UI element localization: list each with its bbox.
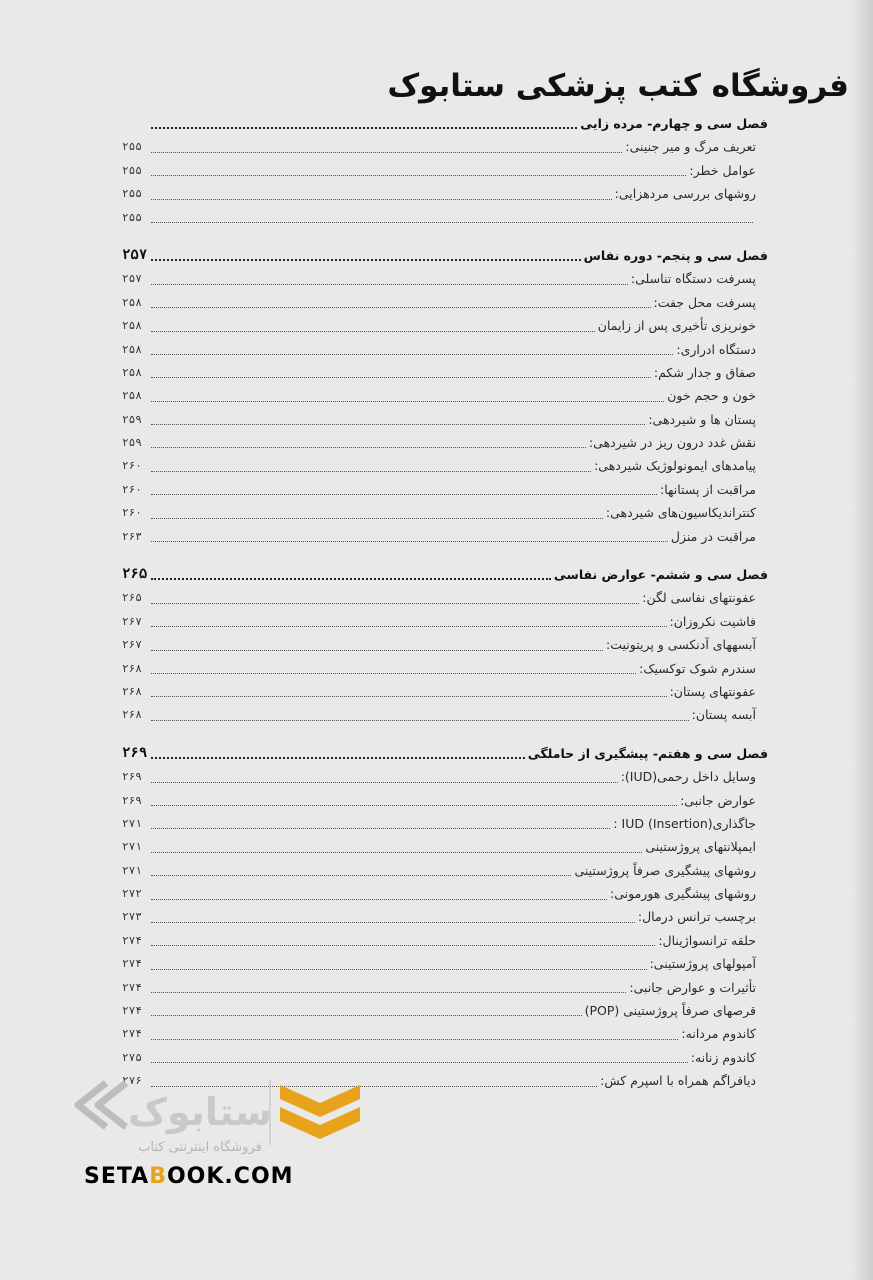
toc-entry-label: صفاق و جدار شکم: [653, 364, 756, 380]
toc-entry-page-number: ۲۷۴ [122, 957, 142, 971]
dot-leader [151, 827, 610, 829]
toc-entry-page-number: ۲۶۸ [122, 661, 142, 675]
dot-leader [151, 493, 657, 495]
dot-leader [151, 921, 635, 923]
toc-entry [122, 1046, 768, 1069]
toc-entry [122, 610, 768, 633]
toc-entry-page-number: ۲۷۴ [122, 1027, 142, 1041]
toc-entry-page-number: ۲۶۵ [122, 591, 142, 605]
toc-entry-label: خون و حجم خون [667, 388, 756, 404]
dot-leader [151, 719, 689, 721]
double-chevron-icon [78, 1083, 126, 1127]
toc-entry [122, 586, 768, 609]
toc-entry-page-number: ۲۶۸ [122, 708, 142, 722]
dot-leader [151, 517, 603, 519]
toc-entry-page-number: ۲۵۹ [122, 412, 142, 426]
store-title: فروشگاه کتب پزشکی ستابوک [387, 68, 849, 104]
toc-entry [122, 657, 768, 680]
chapter-heading [122, 244, 768, 267]
toc-entry-page-number: ۲۶۰ [122, 459, 142, 473]
toc-entry [122, 882, 768, 905]
toc-entry [122, 478, 768, 501]
toc-entry-label: ایمپلانتهای پروژستینی [645, 839, 756, 855]
dot-leader [151, 1061, 688, 1063]
toc-entry-page-number: ۲۵۷ [122, 272, 142, 286]
dot-leader [151, 306, 651, 308]
toc-entry-label: پیامدهای ایمونولوژیک شیردهی: [594, 458, 756, 474]
toc-chapter [122, 244, 768, 548]
chapter-heading-page-number: ۲۶۹ [122, 744, 148, 761]
toc-entry-page-number: ۲۵۸ [122, 295, 142, 309]
toc-entry-label: کاندوم زنانه: [690, 1049, 756, 1065]
dot-leader [151, 672, 636, 674]
toc-entry-label: دیافراگم همراه با اسپرم کش: [600, 1073, 756, 1089]
toc-entry-label: تعریف مرگ و میر جنینی: [625, 139, 756, 155]
toc-entry [122, 525, 768, 548]
toc-entry-label: خونریزی تأخیری پس از زایمان [597, 318, 756, 334]
toc-entry [122, 501, 768, 524]
toc-entry-page-number: ۲۶۹ [122, 793, 142, 807]
toc-entry-page-number: ۲۵۵ [122, 163, 142, 177]
toc-entry-label: وسایل داخل رحمی(IUD): [620, 769, 756, 785]
chapter-gap [122, 548, 768, 563]
toc-entry-label: سندرم شوک توکسیک: [639, 660, 756, 676]
dot-leader [151, 221, 753, 223]
toc-entry [122, 361, 768, 384]
toc-entry-page-number: ۲۶۳ [122, 529, 142, 543]
toc-entry-label: فاشیت نکروزان: [669, 613, 756, 629]
chapter-heading [122, 742, 768, 765]
dot-leader [151, 649, 603, 651]
toc-entry [122, 906, 768, 929]
site-url [84, 1164, 294, 1189]
toc-entry-label: عفونتهای نفاسی لگن: [642, 590, 756, 606]
dot-leader [151, 602, 639, 604]
dot-leader [151, 174, 686, 176]
chapter-heading-label: فصل سی و ششم- عوارض نفاسی [553, 567, 768, 583]
toc-entry [122, 765, 768, 788]
toc-entry-label: کاندوم مردانه: [681, 1026, 756, 1042]
chapter-heading-label: فصل سی و چهارم- مرده زایی [580, 115, 768, 131]
toc-entry [122, 1022, 768, 1045]
chapter-heading-page-number: ۲۵۷ [122, 246, 148, 263]
dot-leader [151, 330, 595, 332]
page-edge-shadow [851, 0, 873, 1280]
toc-entry [122, 159, 768, 182]
dot-leader [151, 126, 577, 129]
dot-leader [151, 695, 667, 697]
dot-leader [151, 1038, 678, 1040]
toc-entry-label: کنتراندیکاسیون‌های شیردهی: [605, 505, 756, 521]
site-url-prefix: SETA [84, 1164, 150, 1189]
dot-leader [151, 804, 677, 806]
chapter-heading [122, 563, 768, 586]
toc-entry-page-number: ۲۵۵ [122, 187, 142, 201]
toc-entry-page-number: ۲۵۵ [122, 140, 142, 154]
chapter-heading [122, 112, 768, 135]
chapter-gap [122, 727, 768, 742]
toc-entry-label: مراقبت در منزل [670, 528, 756, 544]
site-url-accent: B [149, 1164, 167, 1189]
toc-entry-label: آمپولهای پروژستینی: [649, 956, 756, 972]
toc-entry-label: حلقه ترانسواژینال: [658, 932, 756, 948]
toc-entry-page-number: ۲۵۸ [122, 365, 142, 379]
toc-entry-label: روشهای بررسی مردهزایی: [614, 186, 756, 202]
toc-entry [122, 454, 768, 477]
toc-entry-page-number: ۲۶۷ [122, 638, 142, 652]
toc-entry-label: نقش غدد درون ریز در شیردهی: [588, 435, 756, 451]
dot-leader [151, 874, 571, 876]
toc-entry-page-number: ۲۷۳ [122, 910, 142, 924]
dot-leader [151, 577, 551, 580]
logo-tagline: فروشگاه اینترنتی کتاب [138, 1140, 262, 1155]
toc-entry-page-number: ۲۷۴ [122, 933, 142, 947]
toc-entry-label: عوارض جانبی: [680, 792, 756, 808]
chapter-heading-label: فصل سی و هفتم- پیشگیری از حاملگی [527, 745, 768, 761]
toc-entry-page-number: ۲۵۸ [122, 389, 142, 403]
toc-entry-label: دستگاه ادراری: [676, 341, 756, 357]
toc-chapter [122, 563, 768, 727]
toc-entry [122, 384, 768, 407]
toc-entry [122, 703, 768, 726]
toc-entry-page-number: ۲۶۰ [122, 506, 142, 520]
toc-entry-page-number: ۲۵۸ [122, 319, 142, 333]
dot-leader [151, 423, 645, 425]
toc-entry [122, 789, 768, 812]
toc-entry-page-number: ۲۶۹ [122, 770, 142, 784]
dot-leader [151, 283, 628, 285]
logo-mark-text: ستابوک [127, 1090, 273, 1134]
dot-leader [151, 151, 622, 153]
toc-entry [122, 976, 768, 999]
toc-entry-label: روشهای پیشگیری صرفاً پروژستینی [574, 862, 756, 878]
chapter-gap [122, 229, 768, 244]
toc-entry [122, 206, 768, 229]
toc-entry-page-number: ۲۶۷ [122, 614, 142, 628]
chapter-heading-page-number: ۲۶۵ [122, 566, 148, 583]
toc-entry-page-number: ۲۵۸ [122, 342, 142, 356]
toc-entry [122, 267, 768, 290]
toc-entry [122, 929, 768, 952]
toc-entry-label: آبسههای آدنکسی و پریتونیت: [606, 637, 756, 653]
dot-leader [151, 376, 651, 378]
toc-entry [122, 431, 768, 454]
toc-entry-page-number: ۲۷۶ [122, 1074, 142, 1088]
book-stack-logo-icon [280, 1085, 360, 1139]
toc-entry [122, 952, 768, 975]
dot-leader [151, 540, 668, 542]
toc-entry [122, 314, 768, 337]
toc-entry-page-number: ۲۷۲ [122, 887, 142, 901]
toc-entry-page-number: ۲۷۱ [122, 816, 142, 830]
dot-leader [151, 781, 618, 783]
toc-entry-page-number: ۲۶۰ [122, 482, 142, 496]
dot-leader [151, 944, 655, 946]
toc-entry-label: قرصهای صرفاً پروژستینی (POP) [584, 1003, 756, 1019]
toc-entry-label: پسرفت محل جفت: [653, 294, 756, 310]
toc-entry-page-number: ۲۷۴ [122, 980, 142, 994]
toc-entry-label: روشهای پیشگیری هورمونی: [610, 886, 756, 902]
dot-leader [151, 258, 581, 261]
toc-entry [122, 338, 768, 361]
table-of-contents [122, 112, 768, 1093]
site-url-suffix: OOK.COM [166, 1164, 294, 1189]
dot-leader [151, 991, 626, 993]
toc-entry-label: جاگذاری(Insertion) IUD : [613, 815, 756, 831]
toc-entry [122, 835, 768, 858]
dot-leader [151, 968, 647, 970]
chapter-heading-label: فصل سی و پنجم- دوره نفاس [583, 247, 768, 263]
toc-entry [122, 291, 768, 314]
dot-leader [151, 198, 612, 200]
toc-entry-label: آبسه پستان: [691, 707, 756, 723]
toc-entry-label: تأثیرات و عوارض جانبی: [629, 979, 756, 995]
toc-entry [122, 812, 768, 835]
toc-entry-page-number: ۲۷۱ [122, 863, 142, 877]
toc-entry-page-number: ۲۵۹ [122, 436, 142, 450]
dot-leader [151, 756, 525, 759]
toc-entry [122, 135, 768, 158]
toc-entry-label: پسرفت دستگاه تناسلی: [630, 271, 756, 287]
toc-entry [122, 408, 768, 431]
toc-entry-page-number: ۲۶۸ [122, 684, 142, 698]
toc-chapter [122, 112, 768, 229]
toc-entry-label: مراقبت از پستانها: [659, 481, 756, 497]
toc-entry [122, 859, 768, 882]
toc-entry-label: برچسب ترانس درمال: [637, 909, 756, 925]
dot-leader [151, 851, 642, 853]
toc-entry [122, 999, 768, 1022]
dot-leader [151, 898, 607, 900]
dot-leader [151, 400, 664, 402]
toc-entry [122, 680, 768, 703]
toc-entry-page-number: ۲۷۵ [122, 1050, 142, 1064]
toc-entry-label: عوامل خطر: [689, 162, 756, 178]
dot-leader [151, 446, 586, 448]
toc-entry-label: عفونتهای پستان: [669, 683, 756, 699]
dot-leader [151, 1014, 582, 1016]
toc-entry-page-number: ۲۷۴ [122, 1004, 142, 1018]
toc-entry-page-number: ۲۵۵ [122, 210, 142, 224]
toc-chapter [122, 742, 768, 1093]
toc-entry [122, 633, 768, 656]
dot-leader [151, 470, 591, 472]
toc-entry-label: پستان ها و شیردهی: [648, 411, 756, 427]
dot-leader [151, 625, 667, 627]
toc-entry-page-number: ۲۷۱ [122, 840, 142, 854]
dot-leader [151, 353, 673, 355]
toc-entry [122, 182, 768, 205]
setabook-logo [70, 1075, 370, 1160]
